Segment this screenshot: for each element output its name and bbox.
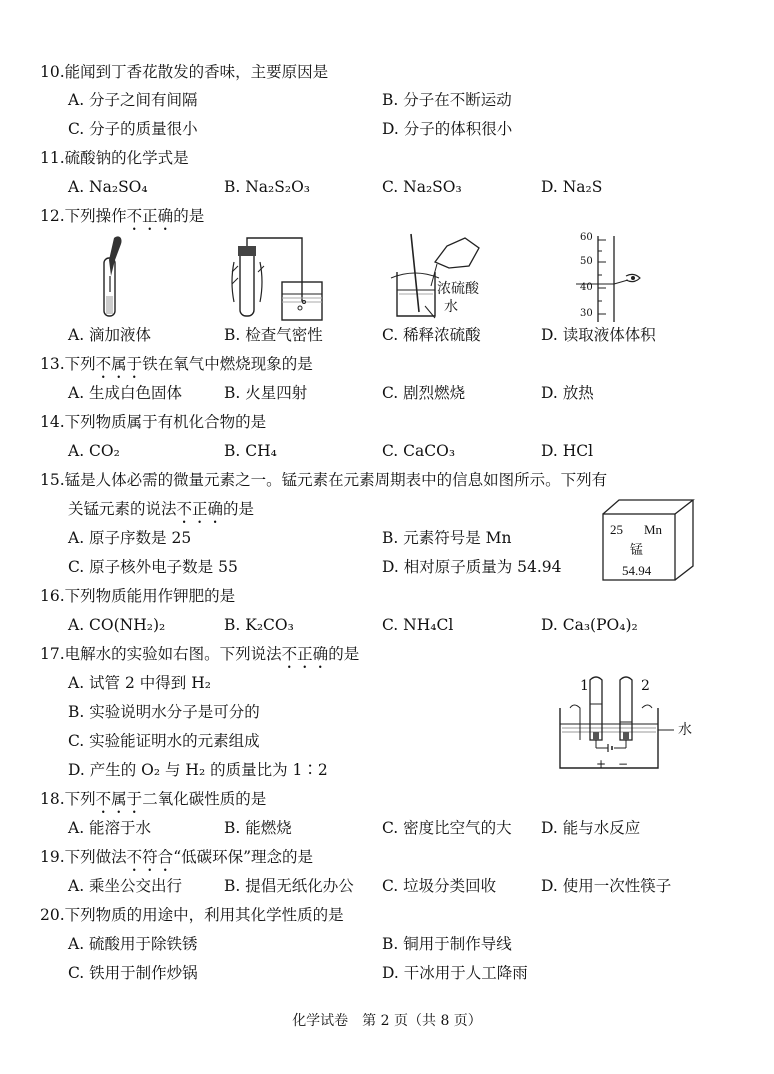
q14-option-d[interactable]: D. HCl bbox=[541, 442, 594, 460]
tube-2-label: 2 bbox=[641, 678, 650, 694]
q16-option-d[interactable]: D. Ca₃(PO₄)₂ bbox=[541, 616, 638, 634]
q20-option-b[interactable]: B. 铜用于制作导线 bbox=[382, 935, 512, 953]
q10-option-a[interactable]: A. 分子之间有间隔 bbox=[68, 91, 198, 109]
q15-option-c[interactable]: C. 原子核外电子数是 55 bbox=[68, 558, 238, 576]
q10-option-d[interactable]: D. 分子的体积很小 bbox=[382, 120, 513, 138]
q14-option-b[interactable]: B. CH₄ bbox=[224, 442, 277, 460]
element-number: 25 bbox=[610, 522, 623, 537]
scale-40: 40 bbox=[580, 282, 593, 293]
scale-60: 60 bbox=[580, 232, 593, 243]
q14-option-a[interactable]: A. CO₂ bbox=[68, 442, 120, 460]
q12-option-b[interactable]: B. 检查气密性 bbox=[224, 326, 323, 344]
q15-option-d[interactable]: D. 相对原子质量为 54.94 bbox=[382, 558, 562, 576]
element-mass: 54.94 bbox=[622, 563, 652, 578]
q16-option-c[interactable]: C. NH₄Cl bbox=[382, 616, 454, 634]
q20-stem: 20.下列物质的用途中，利用其化学性质的是 bbox=[40, 906, 344, 924]
water-label: 水 bbox=[444, 299, 458, 315]
q20-option-d[interactable]: D. 干冰用于人工降雨 bbox=[382, 964, 528, 982]
page-footer: 化学试卷 第 2 页（共 8 页） bbox=[292, 1013, 482, 1029]
q19-option-d[interactable]: D. 使用一次性筷子 bbox=[541, 877, 672, 895]
q19-option-b[interactable]: B. 提倡无纸化办公 bbox=[224, 877, 354, 895]
q13-option-d[interactable]: D. 放热 bbox=[541, 384, 594, 402]
q12-option-d[interactable]: D. 读取液体体积 bbox=[541, 326, 656, 344]
q20-option-a[interactable]: A. 硫酸用于除铁锈 bbox=[68, 935, 198, 953]
q11-stem: 11.硫酸钠的化学式是 bbox=[40, 149, 189, 167]
electrolysis-water-label: 水 bbox=[678, 722, 692, 738]
scale-50: 50 bbox=[580, 256, 593, 267]
q18-option-d[interactable]: D. 能与水反应 bbox=[541, 819, 641, 837]
q12-stem: 12.下列操作不正确的是 bbox=[40, 207, 205, 225]
q19-stem: 19.下列做法不符合“低碳环保”理念的是 bbox=[40, 848, 314, 866]
q10-option-c[interactable]: C. 分子的质量很小 bbox=[68, 120, 198, 138]
q11-option-a[interactable]: A. Na₂SO₄ bbox=[68, 178, 148, 196]
electrolysis-figure bbox=[556, 672, 676, 772]
plus-sign: + bbox=[596, 757, 607, 771]
q18-option-a[interactable]: A. 能溶于水 bbox=[68, 819, 152, 837]
q11-option-d[interactable]: D. Na₂S bbox=[541, 178, 603, 196]
q15-option-a[interactable]: A. 原子序数是 25 bbox=[68, 529, 192, 547]
q15-stem-line2: 关锰元素的说法不正确的是 bbox=[68, 500, 255, 518]
q13-stem: 13.下列不属于铁在氧气中燃烧现象的是 bbox=[40, 355, 313, 373]
q17-option-a[interactable]: A. 试管 2 中得到 H₂ bbox=[68, 674, 211, 692]
q19-option-a[interactable]: A. 乘坐公交出行 bbox=[68, 877, 183, 895]
q10-option-b[interactable]: B. 分子在不断运动 bbox=[382, 91, 512, 109]
tube-1-label: 1 bbox=[580, 678, 589, 694]
dropper-figure bbox=[95, 232, 135, 322]
q20-option-c[interactable]: C. 铁用于制作炒锅 bbox=[68, 964, 198, 982]
q16-option-a[interactable]: A. CO(NH₂)₂ bbox=[68, 616, 166, 634]
acid-label: 浓硫酸 bbox=[437, 281, 479, 297]
q11-option-b[interactable]: B. Na₂S₂O₃ bbox=[224, 178, 311, 196]
scale-30: 30 bbox=[580, 308, 593, 319]
q17-option-d[interactable]: D. 产生的 O₂ 与 H₂ 的质量比为 1∶2 bbox=[68, 761, 328, 779]
q15-stem-line1: 15.锰是人体必需的微量元素之一。锰元素在元素周期表中的信息如图所示。下列有 bbox=[40, 471, 608, 489]
q14-option-c[interactable]: C. CaCO₃ bbox=[382, 442, 456, 460]
q15-option-b[interactable]: B. 元素符号是 Mn bbox=[382, 529, 512, 547]
element-symbol: Mn bbox=[644, 522, 663, 537]
q11-option-c[interactable]: C. Na₂SO₃ bbox=[382, 178, 462, 196]
q19-option-c[interactable]: C. 垃圾分类回收 bbox=[382, 877, 497, 895]
q18-stem: 18.下列不属于二氧化碳性质的是 bbox=[40, 790, 267, 808]
q18-option-c[interactable]: C. 密度比空气的大 bbox=[382, 819, 512, 837]
q13-option-c[interactable]: C. 剧烈燃烧 bbox=[382, 384, 466, 402]
q16-option-b[interactable]: B. K₂CO₃ bbox=[224, 616, 294, 634]
minus-sign: − bbox=[618, 757, 629, 771]
q18-option-b[interactable]: B. 能燃烧 bbox=[224, 819, 292, 837]
airtightness-figure bbox=[230, 232, 325, 324]
q12-option-c[interactable]: C. 稀释浓硫酸 bbox=[382, 326, 481, 344]
q10-stem: 10.能闻到丁香花散发的香味，主要原因是 bbox=[40, 63, 329, 81]
q13-option-a[interactable]: A. 生成白色固体 bbox=[68, 384, 183, 402]
q17-stem: 17.电解水的实验如右图。下列说法不正确的是 bbox=[40, 645, 360, 663]
q13-option-b[interactable]: B. 火星四射 bbox=[224, 384, 308, 402]
q17-option-c[interactable]: C. 实验能证明水的元素组成 bbox=[68, 732, 260, 750]
element-name: 锰 bbox=[630, 543, 644, 558]
q12-option-a[interactable]: A. 滴加液体 bbox=[68, 326, 152, 344]
q16-stem: 16.下列物质能用作钾肥的是 bbox=[40, 587, 236, 605]
q17-option-b[interactable]: B. 实验说明水分子是可分的 bbox=[68, 703, 260, 721]
q14-stem: 14.下列物质属于有机化合物的是 bbox=[40, 413, 267, 431]
dilute-acid-figure bbox=[385, 232, 485, 324]
